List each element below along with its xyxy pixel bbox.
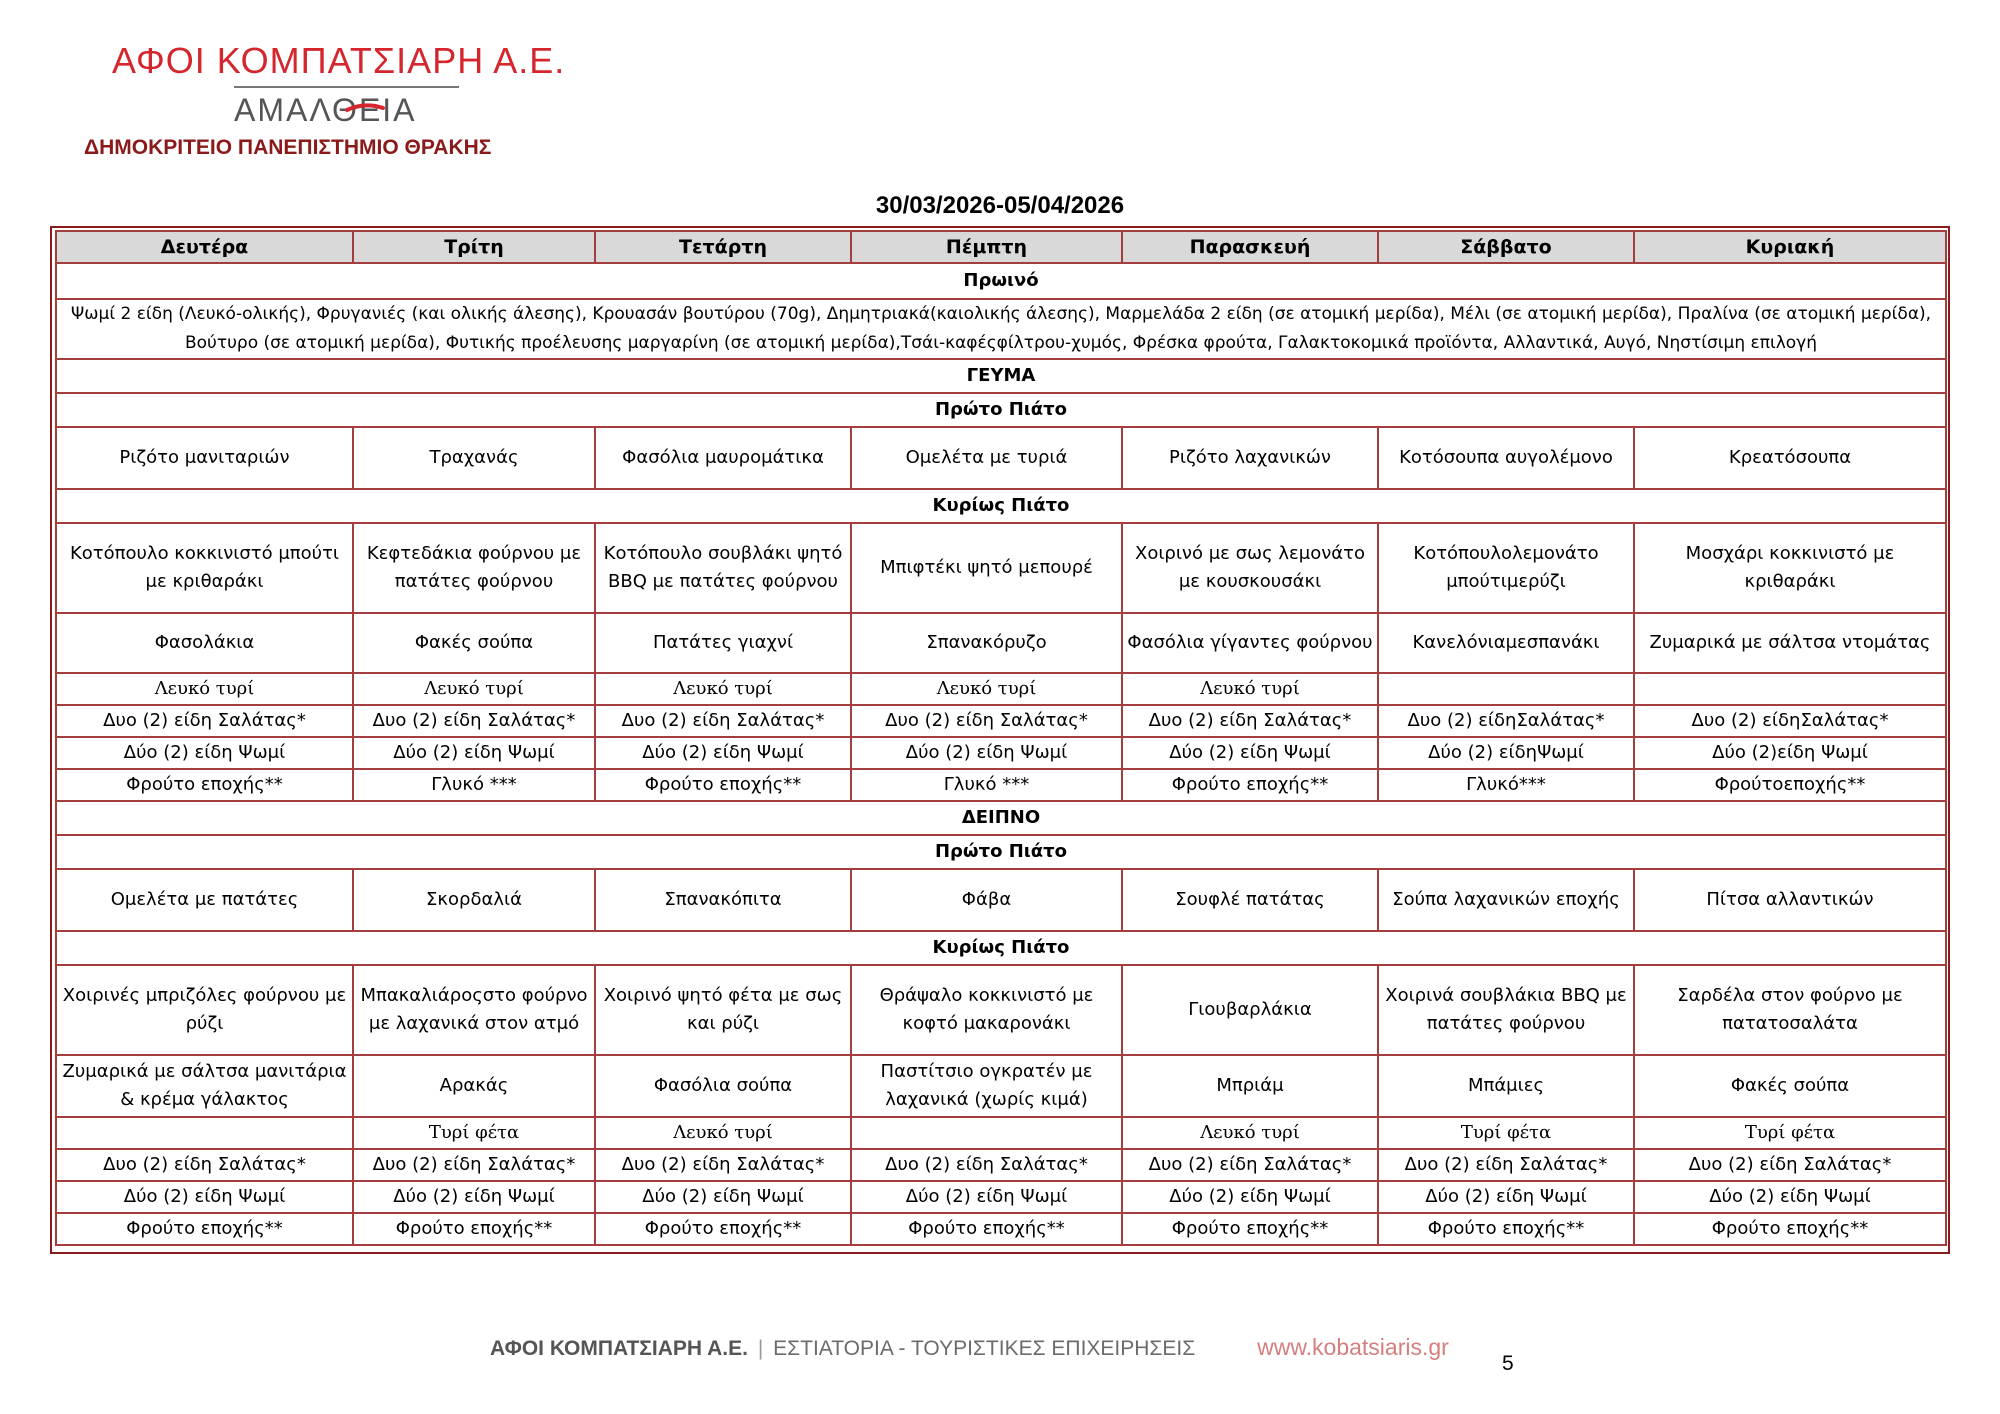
menu-cell: Ομελέτα με τυριά (851, 427, 1122, 489)
dinner-first-course-row (56, 869, 1946, 931)
menu-cell: Χοιρινό ψητό φέτα με σως και ρύζι (595, 965, 851, 1055)
menu-cell: Φρούτο εποχής** (851, 1213, 1122, 1245)
menu-cell: Φασολάκια (56, 613, 353, 673)
menu-cell: Δύο (2) είδη Ψωμί (1634, 1181, 1946, 1213)
swoosh-icon (345, 98, 385, 118)
menu-cell: Φρούτο εποχής** (56, 769, 353, 801)
menu-cell: Γλυκό *** (851, 769, 1122, 801)
dinner-first-course-title: Πρώτο Πιάτο (56, 835, 1946, 869)
lunch-bread-row (56, 737, 1946, 769)
menu-cell: Σκορδαλιά (353, 869, 595, 931)
menu-cell: Φασόλια μαυρομάτικα (595, 427, 851, 489)
company-logo (112, 40, 566, 128)
menu-cell: Λευκό τυρί (851, 673, 1122, 705)
menu-cell: Δύο (2) είδη Ψωμί (595, 737, 851, 769)
menu-cell: Δυο (2) είδη Σαλάτας* (353, 1149, 595, 1181)
logo-company-name: ΑΦΟΙ ΚΟΜΠΑΤΣΙΑΡΗ Α.Ε. (112, 40, 566, 81)
day-header: Τρίτη (353, 231, 595, 263)
menu-cell: Δυο (2) είδη Σαλάτας* (851, 705, 1122, 737)
menu-cell: Δυο (2) είδη Σαλάτας* (1378, 1149, 1634, 1181)
menu-cell: Δυο (2) είδηΣαλάτας* (1378, 705, 1634, 737)
menu-cell: Γλυκό*** (1378, 769, 1634, 801)
lunch-cheese-row (56, 673, 1946, 705)
dinner-cheese-row (56, 1117, 1946, 1149)
menu-cell: Ριζότο λαχανικών (1122, 427, 1378, 489)
menu-cell: Σούπα λαχανικών εποχής (1378, 869, 1634, 931)
menu-cell: Φρούτο εποχής** (1378, 1213, 1634, 1245)
menu-cell: Φρούτο εποχής** (1122, 1213, 1378, 1245)
menu-cell: Σπανακόρυζο (851, 613, 1122, 673)
menu-cell: Κανελόνιαμεσπανάκι (1378, 613, 1634, 673)
menu-cell: Γλυκό *** (353, 769, 595, 801)
menu-cell: Δύο (2) είδη Ψωμί (353, 737, 595, 769)
menu-cell: Φασόλια γίγαντες φούρνου (1122, 613, 1378, 673)
menu-cell: Κοτόπουλο κοκκινιστό μπούτι με κριθαράκι (56, 523, 353, 613)
day-header: Δευτέρα (56, 231, 353, 263)
menu-cell: Ζυμαρικά με σάλτσα ντομάτας (1634, 613, 1946, 673)
menu-cell: Φακές σούπα (353, 613, 595, 673)
menu-cell: Φρούτο εποχής** (595, 769, 851, 801)
menu-cell: Δύο (2) είδη Ψωμί (56, 737, 353, 769)
menu-cell: Λευκό τυρί (595, 673, 851, 705)
menu-cell (56, 1117, 353, 1149)
menu-cell: Δύο (2) είδη Ψωμί (1122, 737, 1378, 769)
menu-cell: Λευκό τυρί (56, 673, 353, 705)
menu-cell: Φρούτο εποχής** (1634, 1213, 1946, 1245)
menu-cell: Δυο (2) είδη Σαλάτας* (353, 705, 595, 737)
menu-cell: Μπριάμ (1122, 1055, 1378, 1117)
menu-cell: Φρούτο εποχής** (353, 1213, 595, 1245)
menu-cell: Δυο (2) είδη Σαλάτας* (1122, 1149, 1378, 1181)
lunch-title: ΓΕΥΜΑ (56, 359, 1946, 393)
page-number: 5 (1502, 1352, 1514, 1375)
menu-cell: Φρούτο εποχής** (1122, 769, 1378, 801)
menu-cell: Τυρί φέτα (1378, 1117, 1634, 1149)
menu-cell: Λευκό τυρί (1122, 673, 1378, 705)
menu-cell: Λευκό τυρί (595, 1117, 851, 1149)
menu-cell: Χοιρινά σουβλάκια BBQ με πατάτες φούρνου (1378, 965, 1634, 1055)
menu-cell: Δυο (2) είδη Σαλάτας* (1122, 705, 1378, 737)
menu-cell: Δύο (2) είδη Ψωμί (1378, 1181, 1634, 1213)
menu-cell: Δύο (2) είδη Ψωμί (595, 1181, 851, 1213)
menu-cell: Κοτόσουπα αυγολέμονο (1378, 427, 1634, 489)
lunch-salad-row (56, 705, 1946, 737)
menu-cell: Φρούτο εποχής** (56, 1213, 353, 1245)
breakfast-title: Πρωινό (56, 263, 1946, 299)
menu-cell: Λευκό τυρί (1122, 1117, 1378, 1149)
menu-cell: Πατάτες γιαχνί (595, 613, 851, 673)
menu-cell: Μπακαλιάροςστο φούρνο με λαχανικά στον ατμό (353, 965, 595, 1055)
menu-cell: Χοιρινές μπριζόλες φούρνου με ρύζι (56, 965, 353, 1055)
menu-cell: Ριζότο μανιταριών (56, 427, 353, 489)
day-header: Σάββατο (1378, 231, 1634, 263)
menu-cell: Τυρί φέτα (353, 1117, 595, 1149)
menu-cell: Σαρδέλα στον φούρνο με πατατοσαλάτα (1634, 965, 1946, 1055)
menu-cell (1634, 673, 1946, 705)
menu-cell: Μπάμιες (1378, 1055, 1634, 1117)
menu-cell: Δυο (2) είδη Σαλάτας* (56, 1149, 353, 1181)
dinner-dessert-row (56, 1213, 1946, 1245)
menu-cell: Αρακάς (353, 1055, 595, 1117)
day-header: Πέμπτη (851, 231, 1122, 263)
menu-cell: Κρεατόσουπα (1634, 427, 1946, 489)
menu-cell: Δυο (2) είδη Σαλάτας* (851, 1149, 1122, 1181)
menu-cell: Φάβα (851, 869, 1122, 931)
footer-tagline: ΕΣΤΙΑΤΟΡΙΑ - ΤΟΥΡΙΣΤΙΚΕΣ ΕΠΙΧΕΙΡΗΣΕΙΣ (773, 1337, 1196, 1360)
menu-cell: Γιουβαρλάκια (1122, 965, 1378, 1055)
menu-cell: Φασόλια σούπα (595, 1055, 851, 1117)
day-header: Τετάρτη (595, 231, 851, 263)
lunch-main-course-title: Κυρίως Πιάτο (56, 489, 1946, 523)
menu-cell: Σπανακόπιτα (595, 869, 851, 931)
menu-cell: Δύο (2)είδη Ψωμί (1634, 737, 1946, 769)
dinner-main-course-title: Κυρίως Πιάτο (56, 931, 1946, 965)
week-range: 30/03/2026-05/04/2026 (875, 192, 1125, 219)
menu-cell: Ομελέτα με πατάτες (56, 869, 353, 931)
lunch-alternative-row (56, 613, 1946, 673)
dinner-alternative-row (56, 1055, 1946, 1117)
page-footer (490, 1334, 1449, 1361)
menu-table (55, 230, 1947, 1246)
menu-cell: Φρούτοεποχής** (1634, 769, 1946, 801)
menu-cell: Δύο (2) είδη Ψωμί (851, 1181, 1122, 1213)
menu-cell: Δύο (2) είδη Ψωμί (353, 1181, 595, 1213)
footer-company: ΑΦΟΙ ΚΟΜΠΑΤΣΙΑΡΗ Α.Ε. (490, 1337, 748, 1360)
menu-cell: Κεφτεδάκια φούρνου με πατάτες φούρνου (353, 523, 595, 613)
logo-divider (234, 86, 459, 88)
day-header: Κυριακή (1634, 231, 1946, 263)
breakfast-items: Ψωμί 2 είδη (Λευκό-ολικής), Φρυγανιές (και ολικής άλεσης), Κρουασάν βουτύρου (70g), Δημητριακά(καιολικής άλεσης), Μαρμελάδα 2 είδη (σε ατομική μερίδα), Μέλι (σε ατομική μερίδα), Πραλίνα (σε ατομική μερίδα), Βούτυρο (σε ατομική μερίδα), Φυτικής προέλευσης μαργαρίνη (σε ατομική μερίδα),Τσάι-καφέςφίλτρου-χυμός, Φρέσκα φρούτα, Γαλακτοκομικά προϊόντα, Αλλαντικά, Αυγό, Νηστίσιμη επιλογή (56, 299, 1946, 359)
university-name: ΔΗΜΟΚΡΙΤΕΙΟ ΠΑΝΕΠΙΣΤΗΜΙΟ ΘΡΑΚΗΣ (84, 136, 492, 159)
menu-cell: Δύο (2) είδη Ψωμί (1122, 1181, 1378, 1213)
menu-cell: Δυο (2) είδη Σαλάτας* (595, 1149, 851, 1181)
lunch-dessert-row (56, 769, 1946, 801)
menu-cell (1378, 673, 1634, 705)
menu-cell: Δυο (2) είδη Σαλάτας* (595, 705, 851, 737)
menu-cell: Φρούτο εποχής** (595, 1213, 851, 1245)
menu-cell (851, 1117, 1122, 1149)
menu-cell: Δυο (2) είδηΣαλάτας* (1634, 705, 1946, 737)
days-header-row (56, 231, 1946, 263)
dinner-main-course-row (56, 965, 1946, 1055)
menu-cell: Παστίτσιο ογκρατέν με λαχανικά (χωρίς κιμά) (851, 1055, 1122, 1117)
footer-separator: | (757, 1337, 764, 1360)
menu-cell: Κοτόπουλο σουβλάκι ψητό BBQ με πατάτες φούρνου (595, 523, 851, 613)
menu-cell: Φακές σούπα (1634, 1055, 1946, 1117)
lunch-first-course-row (56, 427, 1946, 489)
menu-cell: Κοτόπουλολεμονάτο μπούτιμερύζι (1378, 523, 1634, 613)
menu-cell: Δυο (2) είδη Σαλάτας* (1634, 1149, 1946, 1181)
menu-cell: Λευκό τυρί (353, 673, 595, 705)
menu-cell: Θράψαλο κοκκινιστό με κοφτό μακαρονάκι (851, 965, 1122, 1055)
footer-website-link[interactable]: www.kobatsiaris.gr (1257, 1334, 1449, 1360)
menu-cell: Δύο (2) είδη Ψωμί (56, 1181, 353, 1213)
menu-cell: Δύο (2) είδη Ψωμί (851, 737, 1122, 769)
menu-cell: Τραχανάς (353, 427, 595, 489)
dinner-salad-row (56, 1149, 1946, 1181)
menu-cell: Δυο (2) είδη Σαλάτας* (56, 705, 353, 737)
lunch-first-course-title: Πρώτο Πιάτο (56, 393, 1946, 427)
menu-cell: Μπιφτέκι ψητό μεπουρέ (851, 523, 1122, 613)
menu-cell: Χοιρινό με σως λεμονάτο με κουσκουσάκι (1122, 523, 1378, 613)
logo-brand-name: ΑΜΑΛΘΕΙΑ (234, 92, 417, 128)
dinner-bread-row (56, 1181, 1946, 1213)
menu-cell: Ζυμαρικά με σάλτσα μανιτάρια & κρέμα γάλακτος (56, 1055, 353, 1117)
menu-cell: Δύο (2) είδηΨωμί (1378, 737, 1634, 769)
menu-cell: Πίτσα αλλαντικών (1634, 869, 1946, 931)
day-header: Παρασκευή (1122, 231, 1378, 263)
menu-cell: Μοσχάρι κοκκινιστό με κριθαράκι (1634, 523, 1946, 613)
dinner-title: ΔΕΙΠΝΟ (56, 801, 1946, 835)
menu-cell: Τυρί φέτα (1634, 1117, 1946, 1149)
lunch-main-course-row (56, 523, 1946, 613)
menu-cell: Σουφλέ πατάτας (1122, 869, 1378, 931)
